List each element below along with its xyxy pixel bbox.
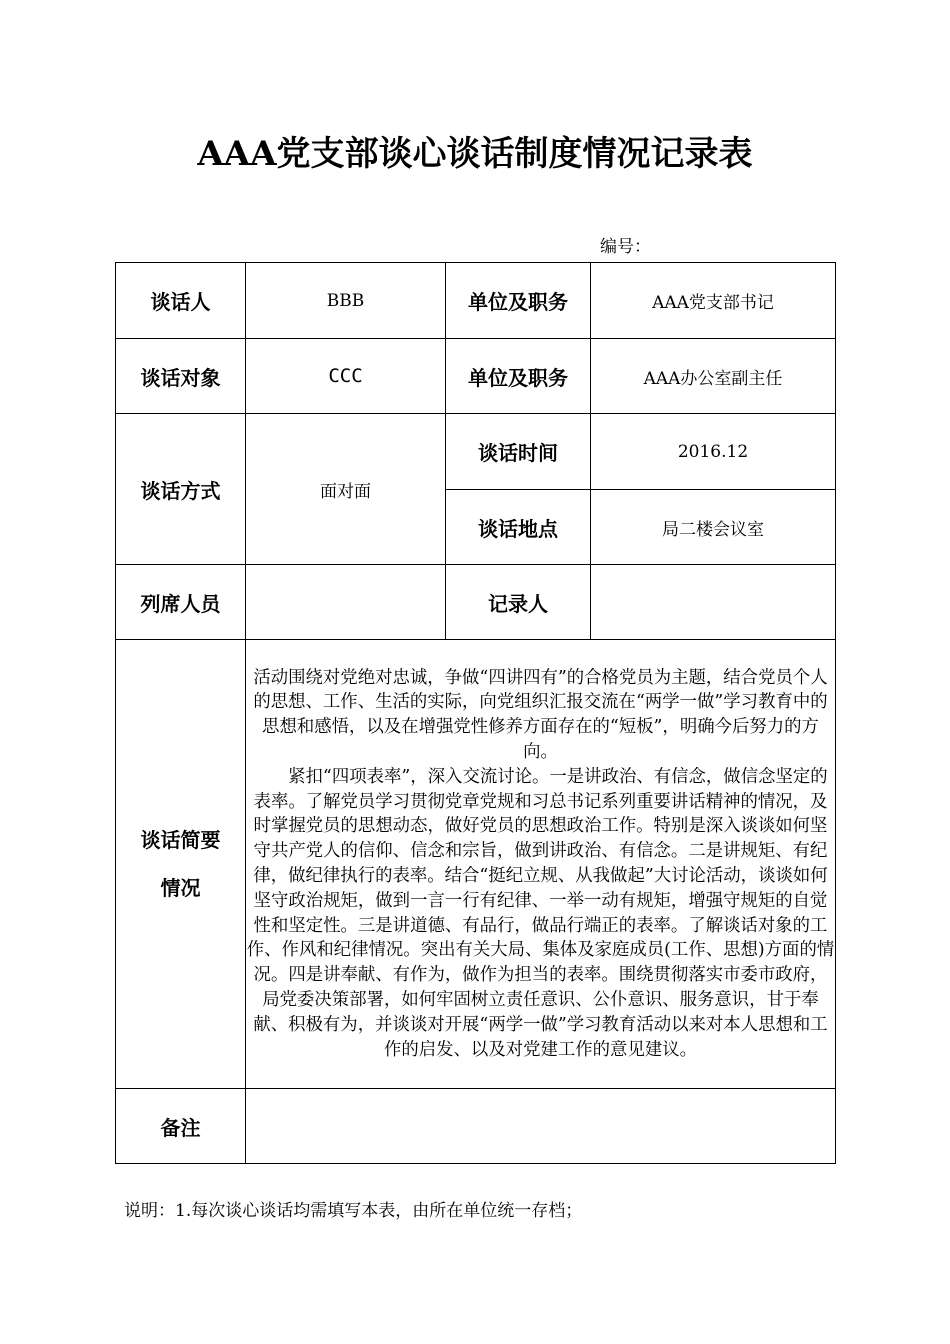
talker-value: BBB	[246, 263, 446, 339]
remarks-value	[246, 1089, 836, 1164]
attendees-value	[246, 565, 446, 640]
table-row	[116, 414, 836, 490]
target-label: 谈话对象	[116, 339, 246, 414]
table-row	[116, 565, 836, 640]
table-row	[116, 640, 836, 1089]
summary-content	[246, 640, 836, 1089]
method-label: 谈话方式	[116, 414, 246, 565]
recorder-label: 记录人	[446, 565, 591, 640]
summary-label	[116, 640, 246, 1089]
recorder-value	[591, 565, 836, 640]
attendees-label: 列席人员	[116, 565, 246, 640]
target-unit-label: 单位及职务	[446, 339, 591, 414]
place-label: 谈话地点	[446, 490, 591, 565]
document-title: AAA党支部谈心谈话制度情况记录表	[197, 134, 753, 174]
table-row	[116, 1089, 836, 1164]
table-row	[116, 263, 836, 339]
remarks-label: 备注	[116, 1089, 246, 1164]
target-unit-value: AAA办公室副主任	[591, 339, 836, 414]
method-value: 面对面	[246, 414, 446, 565]
summary-paragraph: 紧扣“四项表率”，深入交流讨论。一是讲政治、有信念，做信念坚定的表率。了解党员学习贯彻党章党规和习总书记系列重要讲话精神的情况，及时掌握党员的思想动态，做好党员的思想政治工作。特别是深入谈谈如何坚守共产党人的信仰、信念和宗旨，做到讲政治、有信念。二是讲规矩、有纪律，做纪律执行的表率。结合“挺纪立规、从我做起”大讨论活动，谈谈如何坚守政治规矩，做到一言一行有纪律、一举一动有规矩，增强守规矩的自觉性和坚定性。三是讲道德、有品行，做品行端正的表率。了解谈话对象的工作、作风和纪律情况。突出有关大局、集体及家庭成员(工作、思想)方面的情况。四是讲奉献、有作为，做作为担当的表率。围绕贯彻落实市委市政府，局党委决策部署，如何牢固树立责任意识、公仆意识、服务意识，甘于奉献、积极有为，并谈谈对开展“两学一做”学习教育活动以来对本人思想和工作的启发、以及对党建工作的意见建议。	[246, 766, 835, 1060]
talker-unit-label: 单位及职务	[446, 263, 591, 339]
footer-note: 说明：1.每次谈心谈话均需填写本表，由所在单位统一存档；	[124, 1201, 583, 1221]
time-label: 谈话时间	[446, 414, 591, 490]
talker-unit-value: AAA党支部书记	[591, 263, 836, 339]
record-table	[115, 262, 836, 1164]
serial-number-label: 编号：	[600, 237, 651, 257]
place-value: 局二楼会议室	[591, 490, 836, 565]
table-row	[116, 339, 836, 414]
summary-paragraph: 活动围绕对党绝对忠诚，争做“四讲四有”的合格党员为主题，结合党员个人的思想、工作、生活的实际，向党组织汇报交流在“两学一做”学习教育中的思想和感悟，以及在增强党性修养方面存在的“短板”，明确今后努力的方向。	[253, 667, 828, 763]
summary-label-line1: 谈话简要	[140, 828, 221, 852]
talker-label: 谈话人	[116, 263, 246, 339]
target-value: CCC	[246, 339, 446, 414]
time-value: 2016.12	[591, 414, 836, 490]
summary-label-line2: 情况	[160, 876, 201, 900]
